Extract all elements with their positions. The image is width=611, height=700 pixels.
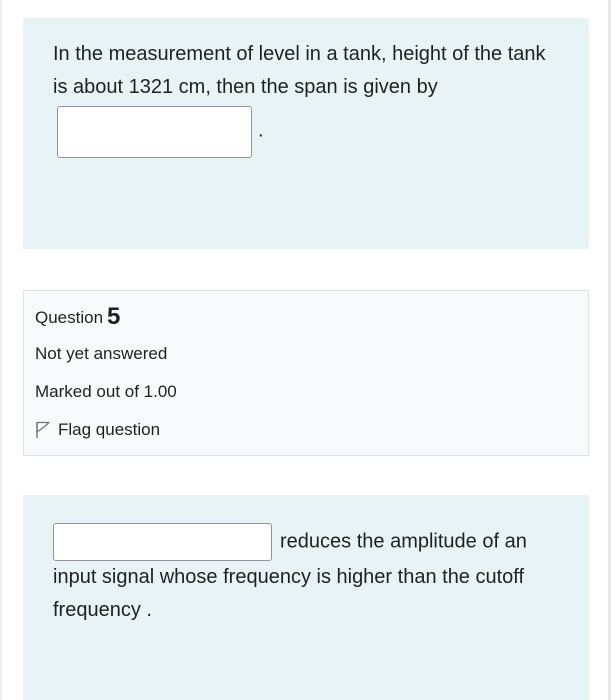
question-4-answer-input[interactable] — [57, 106, 252, 158]
flag-question-link[interactable] — [35, 420, 160, 440]
question-4-content — [23, 18, 589, 249]
question-grade: Marked out of 1.00 — [35, 382, 177, 401]
page-edge-left — [0, 0, 2, 700]
question-5-answer-input[interactable] — [53, 523, 272, 561]
question-4-text — [53, 18, 559, 158]
question-5-content — [23, 495, 589, 700]
question-5-prompt: reduces the amplitude of an input signal whose frequency is higher than the cutoff frequency . — [53, 530, 527, 621]
question-state: Not yet answered — [35, 344, 168, 363]
flag-question-label: Flag question — [58, 420, 161, 439]
question-5-text — [53, 495, 559, 627]
question-4-prompt: In the measurement of level in a tank, height of the tank is about 1321 cm, then the span is given by — [53, 43, 546, 98]
question-5-info — [23, 290, 589, 456]
question-number — [35, 303, 120, 331]
question-number-value: 5 — [107, 303, 121, 330]
question-4-period: . — [258, 119, 264, 142]
question-label: Question — [35, 308, 104, 327]
flag-outline-icon — [35, 421, 51, 439]
